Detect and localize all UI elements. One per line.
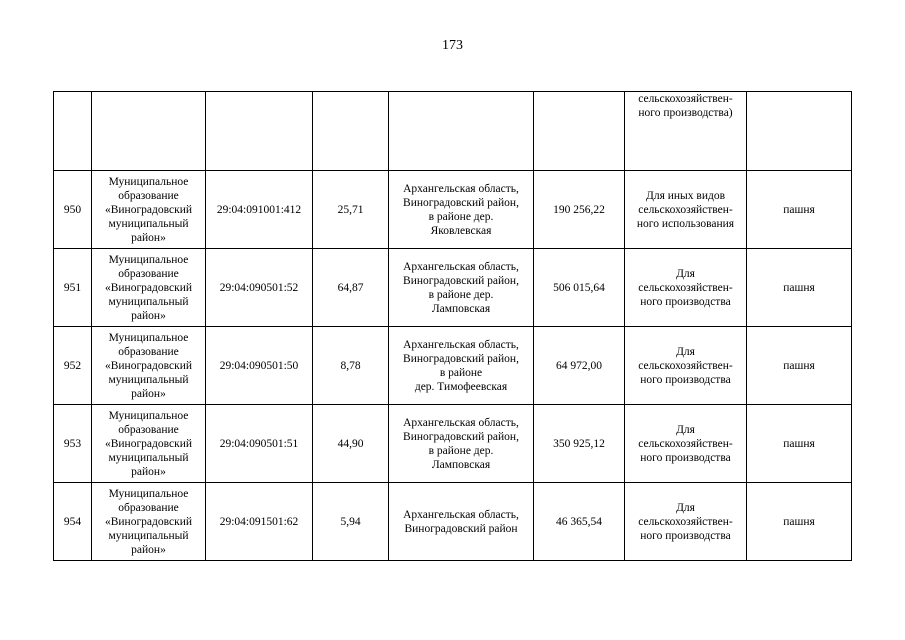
cadastral-cell xyxy=(206,171,313,249)
owner-line: «Виноградовский xyxy=(104,203,192,216)
area-cell xyxy=(313,327,389,405)
purpose-cell xyxy=(625,249,747,327)
row-number: 952 xyxy=(63,359,82,372)
address-line: в районе дер. xyxy=(428,210,494,223)
owner-line: Муниципальное xyxy=(108,175,189,188)
land-type-cell xyxy=(747,249,852,327)
owner-line: район» xyxy=(131,543,166,556)
address-line: Архангельская область, xyxy=(403,338,519,351)
cadastral-cell xyxy=(206,249,313,327)
land-type: пашня xyxy=(783,515,815,528)
purpose-line: сельскохозяйствен- xyxy=(638,359,733,372)
row-number: 953 xyxy=(63,437,82,450)
value-cell xyxy=(534,327,625,405)
area-value: 8,78 xyxy=(340,359,361,372)
owner-line: Муниципальное xyxy=(108,487,189,500)
owner-cell xyxy=(92,483,206,561)
owner-line: «Виноградовский xyxy=(104,515,192,528)
cadastral-number: 29:04:090501:50 xyxy=(219,359,299,372)
land-type-cell xyxy=(747,171,852,249)
num-cell xyxy=(54,483,92,561)
address-line: Архангельская область, xyxy=(403,260,519,273)
cadastral-value: 506 015,64 xyxy=(553,281,605,294)
cadastral-cell xyxy=(206,92,313,171)
land-type-cell xyxy=(747,327,852,405)
address-line: Виноградовский район, xyxy=(403,430,519,443)
area-value: 5,94 xyxy=(340,515,361,528)
purpose-cell xyxy=(625,327,747,405)
cadastral-number: 29:04:091001:412 xyxy=(216,203,302,216)
address-line: Архангельская область, xyxy=(403,182,519,195)
owner-line: муниципальный xyxy=(108,373,189,386)
owner-line: Муниципальное xyxy=(108,331,189,344)
purpose-cell xyxy=(625,405,747,483)
purpose-line: ного производства) xyxy=(638,107,733,119)
purpose-line: Для xyxy=(676,267,695,280)
land-type: пашня xyxy=(783,359,815,372)
owner-cell xyxy=(92,405,206,483)
owner-line: образование xyxy=(118,189,179,202)
value-cell xyxy=(534,92,625,171)
num-cell xyxy=(54,405,92,483)
cadastral-value: 64 972,00 xyxy=(556,359,602,372)
owner-line: муниципальный xyxy=(108,217,189,230)
owner-line: образование xyxy=(118,267,179,280)
page-number: 173 xyxy=(442,38,463,53)
area-value: 25,71 xyxy=(337,203,364,216)
address-line: Виноградовский район, xyxy=(403,352,519,365)
table-row xyxy=(54,327,852,405)
address-cell xyxy=(389,327,534,405)
address-line: в районе дер. xyxy=(428,444,494,457)
purpose-line: сельскохозяйствен- xyxy=(638,281,733,294)
cadastral-value: 46 365,54 xyxy=(556,515,602,528)
owner-line: образование xyxy=(118,345,179,358)
purpose-line: ного производства xyxy=(640,451,731,464)
land-type-cell xyxy=(747,405,852,483)
address-line: в районе дер. xyxy=(428,288,494,301)
owner-line: образование xyxy=(118,501,179,514)
cadastral-number: 29:04:091501:62 xyxy=(219,515,299,528)
area-cell xyxy=(313,483,389,561)
owner-cell xyxy=(92,92,206,171)
purpose-line: сельскохозяйствен- xyxy=(638,203,733,216)
address-cell xyxy=(389,249,534,327)
address-line: в районе xyxy=(439,366,483,379)
cadastral-cell xyxy=(206,405,313,483)
table-row xyxy=(54,483,852,561)
address-line: Виноградовский район, xyxy=(403,274,519,287)
purpose-cell xyxy=(625,483,747,561)
purpose-line: Для xyxy=(676,423,695,436)
num-cell xyxy=(54,92,92,171)
address-line: Ламповская xyxy=(431,458,491,471)
cadastral-number: 29:04:090501:51 xyxy=(219,437,299,450)
address-cell xyxy=(389,171,534,249)
table-row xyxy=(54,249,852,327)
purpose-line: Для иных видов xyxy=(645,189,726,202)
owner-line: муниципальный xyxy=(108,529,189,542)
purpose-cell xyxy=(625,171,747,249)
land-plots-table xyxy=(53,91,852,561)
address-line: Яковлевская xyxy=(430,224,492,237)
row-number: 951 xyxy=(63,281,82,294)
owner-line: муниципальный xyxy=(108,451,189,464)
address-line: Виноградовский район xyxy=(404,522,518,535)
area-cell xyxy=(313,405,389,483)
purpose-line: ного производства xyxy=(640,373,731,386)
owner-line: «Виноградовский xyxy=(104,437,192,450)
area-cell xyxy=(313,171,389,249)
address-line: дер. Тимофеевская xyxy=(414,380,508,393)
cadastral-value: 190 256,22 xyxy=(553,203,605,216)
cadastral-value: 350 925,12 xyxy=(553,437,605,450)
cadastral-cell xyxy=(206,483,313,561)
owner-line: Муниципальное xyxy=(108,409,189,422)
address-cell xyxy=(389,405,534,483)
area-value: 44,90 xyxy=(337,437,364,450)
owner-line: «Виноградовский xyxy=(104,359,192,372)
land-type: пашня xyxy=(783,437,815,450)
value-cell xyxy=(534,405,625,483)
purpose-line: ного производства xyxy=(640,529,731,542)
owner-line: муниципальный xyxy=(108,295,189,308)
num-cell xyxy=(54,171,92,249)
purpose-line: сельскохозяйствен- xyxy=(638,515,733,528)
purpose-cell xyxy=(625,92,747,171)
owner-line: район» xyxy=(131,231,166,244)
purpose-line: ного использования xyxy=(636,217,735,230)
purpose-line: сельскохозяйствен- xyxy=(638,437,733,450)
num-cell xyxy=(54,249,92,327)
owner-cell xyxy=(92,171,206,249)
purpose-line: Для xyxy=(676,501,695,514)
owner-line: образование xyxy=(118,423,179,436)
address-line: Виноградовский район, xyxy=(403,196,519,209)
value-cell xyxy=(534,249,625,327)
area-value: 64,87 xyxy=(337,281,364,294)
purpose-line: Для xyxy=(676,345,695,358)
cadastral-number: 29:04:090501:52 xyxy=(219,281,299,294)
land-type-cell xyxy=(747,92,852,171)
owner-line: район» xyxy=(131,309,166,322)
purpose-line: сельскохозяйствен- xyxy=(638,93,733,105)
land-type-cell xyxy=(747,483,852,561)
area-cell xyxy=(313,249,389,327)
owner-line: «Виноградовский xyxy=(104,281,192,294)
cadastral-cell xyxy=(206,327,313,405)
owner-line: район» xyxy=(131,465,166,478)
owner-line: район» xyxy=(131,387,166,400)
address-line: Архангельская область, xyxy=(403,416,519,429)
owner-cell xyxy=(92,327,206,405)
table-row xyxy=(54,405,852,483)
row-number: 950 xyxy=(63,203,82,216)
address-cell xyxy=(389,483,534,561)
value-cell xyxy=(534,483,625,561)
area-cell xyxy=(313,92,389,171)
continuation-row xyxy=(54,92,852,171)
owner-cell xyxy=(92,249,206,327)
table-row xyxy=(54,171,852,249)
land-type: пашня xyxy=(783,281,815,294)
num-cell xyxy=(54,327,92,405)
address-line: Архангельская область, xyxy=(403,508,519,521)
row-number: 954 xyxy=(63,515,82,528)
address-line: Ламповская xyxy=(431,302,491,315)
address-cell xyxy=(389,92,534,171)
purpose-line: ного производства xyxy=(640,295,731,308)
land-type: пашня xyxy=(783,203,815,216)
value-cell xyxy=(534,171,625,249)
owner-line: Муниципальное xyxy=(108,253,189,266)
